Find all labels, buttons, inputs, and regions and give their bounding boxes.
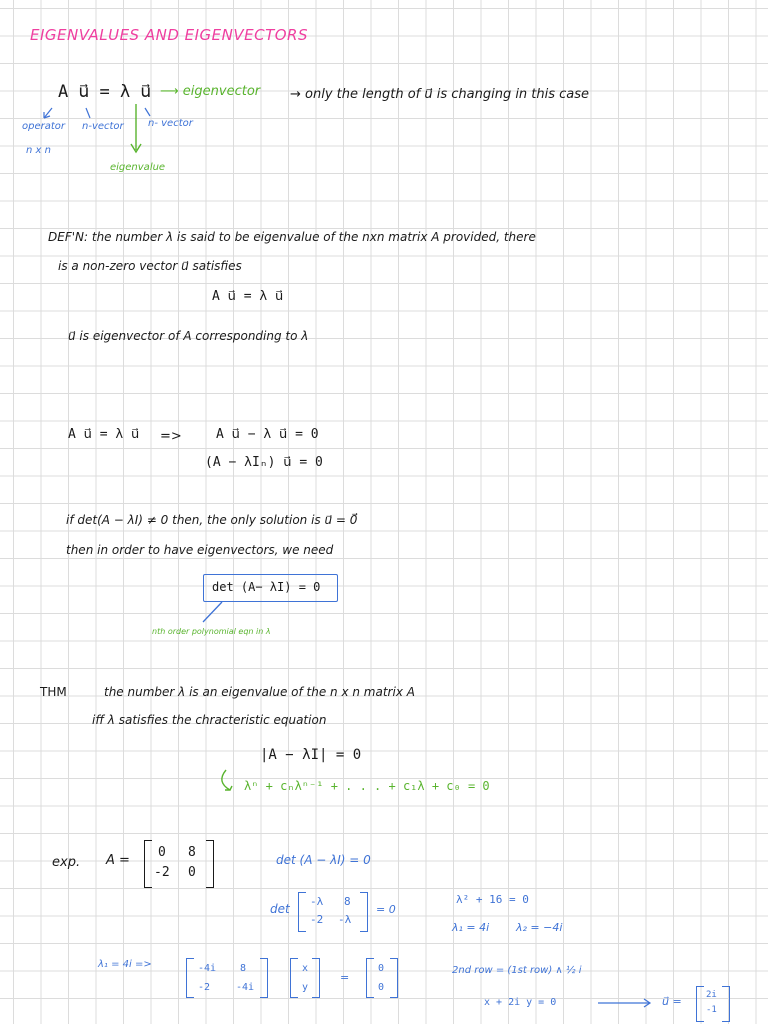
result-vec-left-bracket <box>696 986 704 1022</box>
derivation-step-1: A u⃗ − λ u⃗ = 0 <box>216 427 319 442</box>
det-matrix-r1c1: -λ <box>338 913 352 926</box>
sys-equals: = <box>340 971 350 984</box>
det-condition-line: if det(A − λI) ≠ 0 then, the only solution is u⃗ = 0⃗ <box>66 513 358 527</box>
poly-note: nth order polynomial eqn in λ <box>152 627 271 636</box>
char-equation: λ² + 16 = 0 <box>456 893 529 906</box>
n-vector-label-2: n- vector <box>148 118 193 129</box>
length-note: → only the length of u⃗ is changing in this case <box>290 87 590 102</box>
lambda-2-value: λ₂ = −4i <box>516 921 563 934</box>
definition-line-2: is a non-zero vector u⃗ satisfies <box>58 259 242 273</box>
boxed-det-text: det (A− λI) = 0 <box>212 580 321 594</box>
definition-line-3: u⃗ is eigenvector of A corresponding to λ <box>68 329 309 343</box>
derivation-arrow: => <box>160 429 182 444</box>
derivation-lhs: A u⃗ = λ u⃗ <box>68 427 140 442</box>
row-equation: x + 2i y = 0 <box>484 997 557 1008</box>
thm-line-2: iff λ satisfies the chracteristic equation <box>92 713 327 727</box>
matrix-A-r1c0: -2 <box>154 865 170 880</box>
result-label: u⃗ = <box>662 995 682 1008</box>
x-vec-0: x <box>302 963 309 974</box>
matrix-A-r0c1: 8 <box>188 845 196 860</box>
eigenvalue-label: eigenvalue <box>110 162 166 173</box>
sys-matrix-r1c0: -2 <box>198 982 211 993</box>
eigen-equation: A u⃗ = λ u⃗ <box>58 82 152 102</box>
sys-matrix-r1c1: -4i <box>236 982 255 993</box>
zero-vec-1: 0 <box>378 982 385 993</box>
example-A-eq: A = <box>106 853 130 868</box>
zero-vec-0: 0 <box>378 963 385 974</box>
det-eq-zero: = 0 <box>376 903 396 916</box>
example-label: exp. <box>52 855 81 870</box>
definition-line-1: DEF'N: the number λ is said to be eigenvalue of the nxn matrix A provided, there <box>48 230 536 244</box>
det-matrix-r0c1: 8 <box>344 895 351 908</box>
definition-eq: A u⃗ = λ u⃗ <box>212 289 284 304</box>
nxn-label: n x n <box>26 145 51 156</box>
page-title: EIGENVALUES AND EIGENVECTORS <box>30 26 308 44</box>
row-note: 2nd row = (1st row) ∧ ½ i <box>452 965 582 976</box>
det-eq-line: det (A − λI) = 0 <box>276 853 371 867</box>
need-line: then in order to have eigenvectors, we need <box>66 543 334 557</box>
sys-matrix-r0c0: -4i <box>198 963 217 974</box>
lambda-1-arrow: λ₁ = 4i => <box>98 959 152 970</box>
matrix-A-r0c0: 0 <box>158 845 166 860</box>
det-label: det <box>270 902 290 916</box>
result-vec-0: 2i <box>706 990 717 1000</box>
n-vector-label-1: n-vector <box>82 121 124 132</box>
derivation-step-2: (A − λIₙ) u⃗ = 0 <box>205 455 323 470</box>
eigenvector-label: ⟶ eigenvector <box>160 84 261 99</box>
result-vec-right-bracket <box>722 986 730 1022</box>
operator-label: operator <box>22 121 66 132</box>
thm-poly: λⁿ + cₙλⁿ⁻¹ + . . . + c₁λ + c₀ = 0 <box>244 779 490 793</box>
sys-matrix-r0c1: 8 <box>240 963 247 974</box>
det-matrix-r0c0: -λ <box>310 895 324 908</box>
lambda-1-value: λ₁ = 4i <box>452 921 490 934</box>
thm-eq: |A − λI| = 0 <box>260 747 362 763</box>
thm-label: THM <box>40 685 67 699</box>
det-matrix-r1c0: -2 <box>310 913 324 926</box>
result-vec-1: -1 <box>706 1005 717 1015</box>
x-vec-1: y <box>302 982 309 993</box>
matrix-A-r1c1: 0 <box>188 865 196 880</box>
thm-line-1: the number λ is an eigenvalue of the n x n matrix A <box>104 685 415 699</box>
